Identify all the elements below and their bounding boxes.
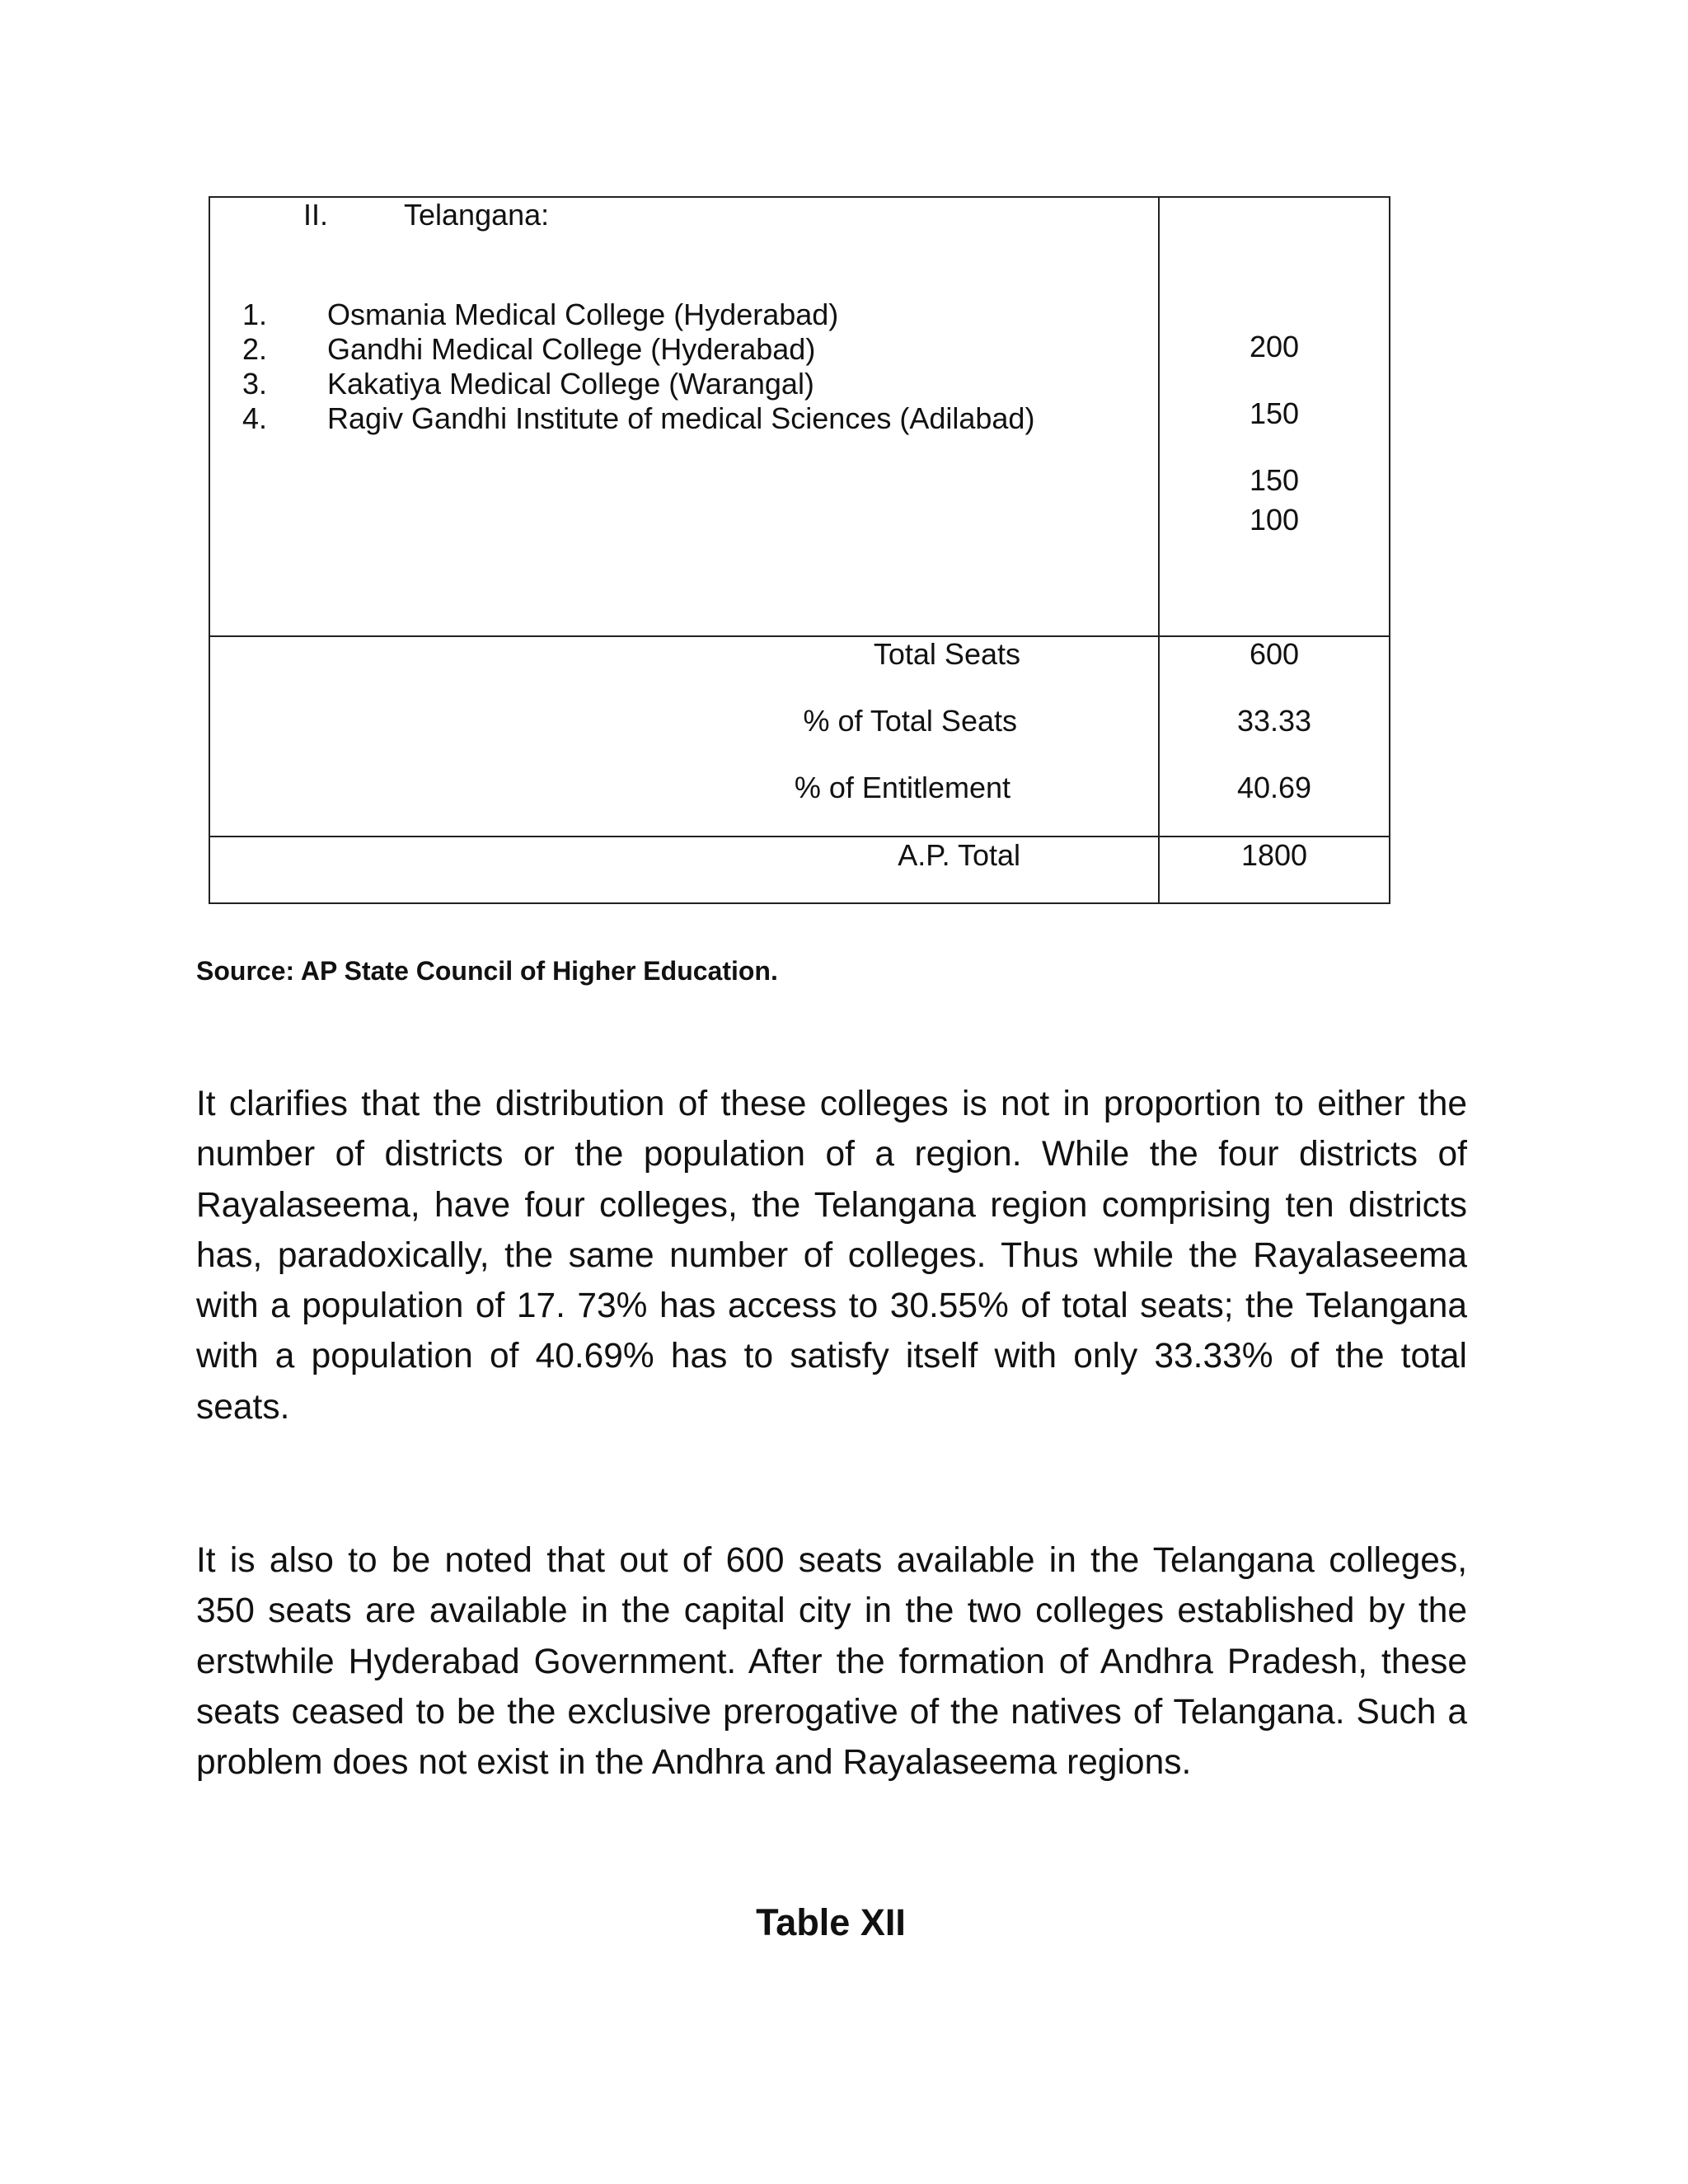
summary-label-percent-total: % of Total Seats	[803, 704, 1017, 738]
seat-count: 100	[1249, 503, 1300, 537]
summary-value-total-seats: 600	[1249, 637, 1300, 671]
college-number: 3.	[241, 367, 267, 401]
summary-label-total-seats: Total Seats	[873, 637, 1020, 671]
table-column-divider	[1158, 196, 1160, 904]
summary-value-percent-total: 33.33	[1236, 704, 1312, 738]
table-row-divider-total	[209, 836, 1390, 837]
seat-count: 150	[1249, 396, 1300, 430]
college-number: 1.	[241, 298, 267, 331]
college-name: Osmania Medical College (Hyderabad)	[327, 298, 839, 331]
seat-count: 200	[1249, 330, 1300, 363]
body-paragraph: It clarifies that the distribution of these colleges is not in proportion to either the number of districts or the population of a region. While the four districts of Rayalaseema, have four colleges, the Telangana region comprising ten districts has, paradoxically, the same number of colleges. Thus while the Rayalaseema with a population of 17. 73% has access to 30.55% of total seats; the Telangana with a population of 40.69% has to satisfy itself with only 33.33% of the total seats.	[196, 1085, 1467, 1427]
source-note: Source: AP State Council of Higher Education.	[196, 956, 778, 986]
college-name: Kakatiya Medical College (Warangal)	[327, 367, 814, 401]
college-number: 2.	[241, 332, 267, 366]
grand-total-label: A.P. Total	[898, 838, 1020, 872]
college-number: 4.	[241, 401, 267, 435]
grand-total-value: 1800	[1240, 838, 1308, 872]
seat-count: 150	[1249, 463, 1300, 497]
section-title: Telangana:	[404, 198, 550, 232]
college-name: Ragiv Gandhi Institute of medical Sciences (Adilabad)	[327, 401, 1035, 435]
body-paragraph: It is also to be noted that out of 600 seats available in the Telangana colleges, 350 seats are available in the capital city in the two colleges established by the erstwhile Hyderabad Government. After the formation of Andhra Pradesh, these seats ceased to be the exclusive prerogative of the natives of Telangana. Such a problem does not exist in the Andhra and Rayalaseema regions.	[196, 1541, 1467, 1783]
section-number: II.	[303, 198, 329, 232]
summary-label-percent-entitlement: % of Entitlement	[794, 771, 1010, 804]
summary-value-percent-entitlement: 40.69	[1236, 771, 1312, 804]
college-name: Gandhi Medical College (Hyderabad)	[327, 332, 816, 366]
table-caption: Table XII	[756, 1901, 906, 1943]
